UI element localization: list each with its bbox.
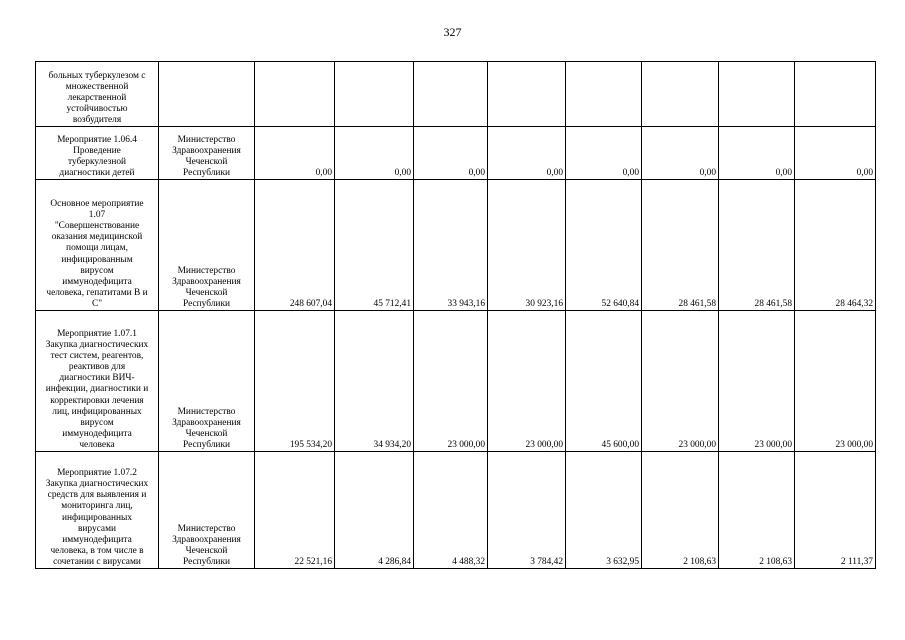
value-cell: 28 464,32	[795, 180, 876, 311]
value-cell	[335, 62, 414, 127]
value-cell: 28 461,58	[719, 180, 795, 311]
value-cell: 2 108,63	[719, 452, 795, 569]
value-cell: 45 600,00	[566, 311, 642, 452]
value-cell: 33 943,16	[414, 180, 488, 311]
value-cell: 23 000,00	[795, 311, 876, 452]
value-cell: 248 607,04	[255, 180, 335, 311]
value-cell: 34 934,20	[335, 311, 414, 452]
value-cell: 3 632,95	[566, 452, 642, 569]
executor-cell: Министерство Здравоохранения Чеченской Республики	[159, 311, 255, 452]
executor-cell: Министерство Здравоохранения Чеченской Республики	[159, 452, 255, 569]
value-cell: 23 000,00	[719, 311, 795, 452]
activity-name-cell: Мероприятие 1.07.2 Закупка диагностических средств для выявления и мониторинга лиц, инфицированных вирусами иммунодефицита человека, в том числе в сочетании с вирусами	[36, 452, 159, 569]
value-cell: 2 111,37	[795, 452, 876, 569]
value-cell	[414, 62, 488, 127]
value-cell: 23 000,00	[488, 311, 566, 452]
value-cell: 195 534,20	[255, 311, 335, 452]
executor-cell: Министерство Здравоохранения Чеченской Республики	[159, 127, 255, 180]
activity-name-cell: Основное мероприятие 1.07 "Совершенствование оказания медицинской помощи лицам, инфицированным вирусом иммунодефицита человека, гепатитами В и С"	[36, 180, 159, 311]
value-cell	[642, 62, 719, 127]
table-row	[36, 62, 876, 127]
value-cell: 2 108,63	[642, 452, 719, 569]
value-cell	[719, 62, 795, 127]
activity-name-cell: Мероприятие 1.06.4 Проведение туберкулезной диагностики детей	[36, 127, 159, 180]
value-cell: 28 461,58	[642, 180, 719, 311]
value-cell: 22 521,16	[255, 452, 335, 569]
value-cell: 0,00	[719, 127, 795, 180]
activity-name-cell: Мероприятие 1.07.1 Закупка диагностических тест систем, реагентов, реактивов для диагностики ВИЧ- инфекции, диагностики и корректировки лечения лиц, инфицированных вирусом иммунодефицита человека	[36, 311, 159, 452]
value-cell: 23 000,00	[414, 311, 488, 452]
value-cell: 30 923,16	[488, 180, 566, 311]
value-cell: 23 000,00	[642, 311, 719, 452]
table-row	[36, 180, 876, 311]
budget-table	[35, 61, 876, 569]
value-cell: 3 784,42	[488, 452, 566, 569]
value-cell: 45 712,41	[335, 180, 414, 311]
value-cell: 52 640,84	[566, 180, 642, 311]
executor-cell	[159, 62, 255, 127]
value-cell: 4 286,84	[335, 452, 414, 569]
value-cell	[566, 62, 642, 127]
value-cell: 0,00	[335, 127, 414, 180]
value-cell: 0,00	[488, 127, 566, 180]
table-row	[36, 311, 876, 452]
table-row	[36, 452, 876, 569]
activity-name-cell: больных туберкулезом с множественной лекарственной устойчивостью возбудителя	[36, 62, 159, 127]
value-cell: 4 488,32	[414, 452, 488, 569]
table-row	[36, 127, 876, 180]
value-cell	[488, 62, 566, 127]
value-cell	[795, 62, 876, 127]
value-cell	[255, 62, 335, 127]
value-cell: 0,00	[642, 127, 719, 180]
value-cell: 0,00	[255, 127, 335, 180]
value-cell: 0,00	[795, 127, 876, 180]
executor-cell: Министерство Здравоохранения Чеченской Республики	[159, 180, 255, 311]
value-cell: 0,00	[414, 127, 488, 180]
value-cell: 0,00	[566, 127, 642, 180]
page-number: 327	[443, 25, 462, 39]
